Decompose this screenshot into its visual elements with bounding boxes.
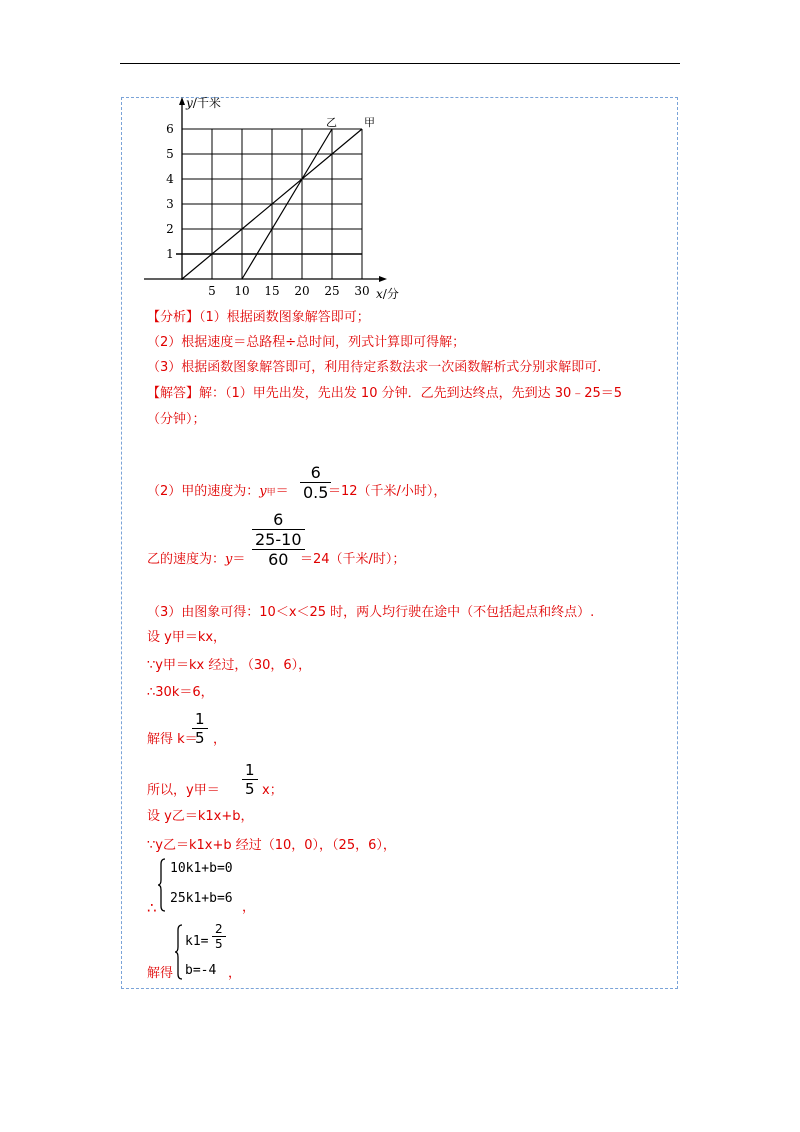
solution-head: 【解答】	[147, 386, 200, 401]
x-tick-label: 25	[324, 284, 340, 298]
solution-line-8: 所以，y甲＝	[147, 783, 220, 798]
speed-yi-result: ＝24（千米/时）；	[300, 552, 406, 567]
left-brace	[175, 924, 183, 980]
x-tick-label: 20	[294, 284, 310, 298]
system2-k1: k1=	[185, 934, 209, 949]
fraction-numerator: 1	[245, 761, 255, 779]
system2-comma: ，	[228, 966, 242, 981]
outer-denominator: 60	[268, 550, 289, 569]
top-rule	[120, 63, 680, 64]
fraction-denominator: 5	[245, 780, 255, 798]
speed-jia-line	[147, 483, 289, 502]
analysis-text-1: （1）根据函数图象解答即可；	[199, 310, 370, 325]
fraction-denominator: 0.5	[303, 483, 329, 502]
inner-denominator: 25-10	[255, 530, 302, 549]
y-tick-label: 4	[166, 172, 174, 186]
fraction-numerator: 6	[310, 463, 321, 482]
solution-line-6: ∴30k＝6，	[147, 685, 214, 700]
inner-fraction	[252, 510, 305, 549]
comma: ，	[213, 732, 227, 747]
speed-jia-result: ＝12（千米/小时），	[328, 484, 447, 499]
system1-comma: ，	[242, 900, 256, 915]
y-tick-label: 1	[166, 247, 174, 261]
equals: ＝	[275, 484, 289, 499]
solution-line-1	[147, 385, 622, 403]
fraction-denominator: 5	[195, 729, 205, 747]
solution-text-1: 解：（1）甲先出发，先出发 10 分钟．乙先到达终点，先到达 30﹣25＝5	[199, 386, 623, 401]
solve-label: 解得	[147, 966, 174, 981]
speed-yi-fraction	[252, 510, 305, 569]
distance-time-chart	[140, 92, 430, 307]
y-jia-tail: x；	[262, 783, 283, 798]
speed-yi-line	[147, 551, 245, 569]
y-tick-label: 2	[166, 222, 174, 236]
analysis-line-1	[147, 309, 370, 327]
y-axis-arrow	[179, 97, 185, 105]
y-axis-label: y/千米	[186, 96, 221, 110]
solution-line-3: （3）由图象可得：10＜x＜25 时，两人均行驶在途中（不包括起点和终点）.	[147, 605, 595, 620]
solution-line-1b: （分钟）；	[147, 412, 206, 427]
x-axis-arrow	[379, 276, 387, 282]
x-tick-label: 10	[234, 284, 250, 298]
analysis-head: 【分析】	[147, 310, 200, 325]
fraction-denominator: 5	[215, 937, 223, 951]
therefore-symbol: ∴	[147, 899, 157, 917]
x-tick-label: 30	[354, 284, 370, 298]
x-tick-label: 5	[208, 284, 216, 298]
k1-fraction	[212, 922, 226, 951]
solution-line-4: 设 y甲＝kx，	[147, 630, 227, 645]
y-jia-fraction	[242, 761, 258, 798]
solution-line-10: ∵y乙＝k1x+b 经过（10，0），（25，6），	[147, 838, 396, 853]
x-axis-label: x/分	[376, 287, 399, 301]
series-label: 乙	[326, 116, 337, 129]
series-label: 甲	[364, 116, 375, 129]
analysis-line-2: （2）根据速度＝总路程÷总时间，列式计算即可得解；	[147, 335, 466, 350]
var-y: y	[225, 552, 233, 567]
sub-jia: 甲	[266, 488, 276, 498]
inner-numerator: 6	[273, 510, 284, 529]
y-tick-label: 5	[166, 147, 174, 161]
speed-jia-fraction	[300, 463, 331, 502]
solution-line-9: 设 y乙＝k1x+b，	[147, 809, 254, 824]
solution-line-7: 解得 k＝	[147, 732, 198, 747]
chart-labels	[166, 95, 399, 301]
analysis-line-3: （3）根据函数图象解答即可，利用待定系数法求一次函数解析式分别求解即可.	[147, 360, 602, 375]
solution-line-5: ∵y甲＝kx 经过，（30，6），	[147, 658, 312, 673]
y-tick-label: 6	[166, 122, 174, 136]
equals: ＝	[232, 552, 246, 567]
k-fraction	[192, 710, 208, 747]
system1-row1: 10k1+b=0	[170, 861, 233, 876]
speed-yi-label: 乙的速度为：	[147, 552, 226, 567]
system2-b: b=-4	[185, 963, 217, 978]
speed-jia-label: （2）甲的速度为：	[147, 484, 260, 499]
fraction-numerator: 1	[195, 710, 205, 728]
system1-row2: 25k1+b=6	[170, 891, 233, 906]
fraction-numerator: 2	[215, 922, 223, 936]
x-tick-label: 15	[264, 284, 280, 298]
y-tick-label: 3	[166, 197, 174, 211]
left-brace	[158, 858, 166, 912]
var-y: y	[259, 484, 267, 499]
